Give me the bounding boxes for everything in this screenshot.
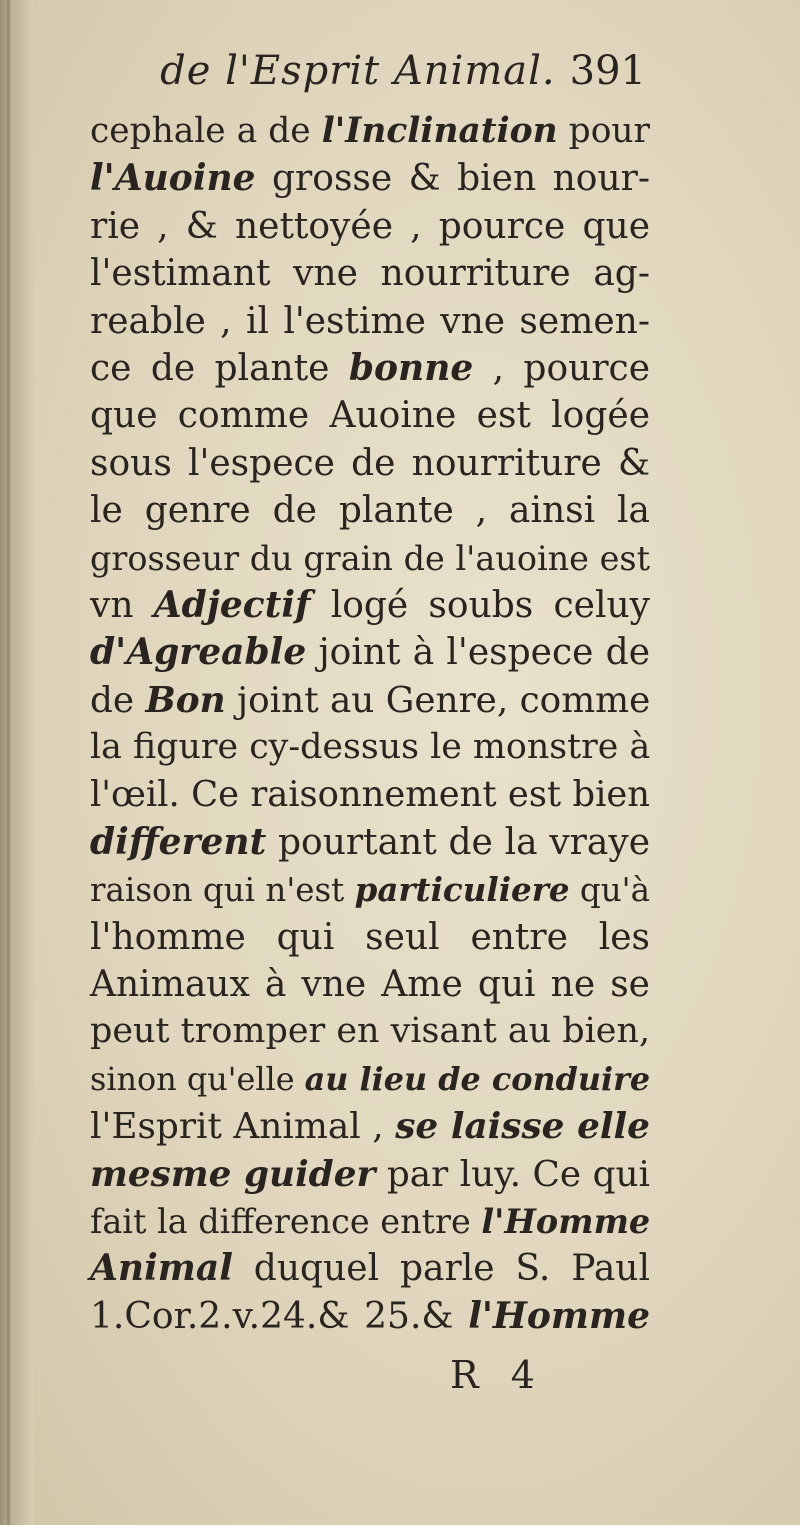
text-segment: peut tromper en visant au bien, [90,1011,651,1052]
text-segment: qu'à [569,871,651,910]
text-line [90,203,650,250]
text-segment: la figure cy-dessus le monstre à [90,727,651,768]
text-segment: sinon qu'elle [90,1059,305,1098]
italic-phrase: d'Agreable [90,631,307,674]
text-segment: joint au Genre, comme [225,679,651,721]
italic-phrase: l'Inclination [321,111,558,151]
text-segment: vn [90,584,154,626]
text-line [90,914,650,961]
text-segment: le genre de plante , ainsi la [90,490,650,532]
text-block [90,48,650,1340]
text-segment: , pource [473,347,650,389]
text-segment: que comme Auoine est logée [90,395,650,437]
text-segment: sous l'espece de nourriture & [90,442,650,484]
text-line [90,1293,650,1340]
text-segment: l'estimant vne nourriture ag- [90,253,650,295]
text-line [90,392,650,439]
text-line [90,1198,650,1245]
page-header [90,48,650,108]
signature-mark: R 4 [450,1353,545,1397]
text-segment: l'œil. Ce raisonnement est bien [90,774,650,816]
italic-phrase: au lieu de conduire [304,1059,651,1098]
italic-phrase: se laisse elle [395,1105,650,1148]
text-line [90,1056,650,1103]
text-line [90,866,650,913]
italic-phrase: different [90,820,267,863]
text-line [90,535,650,582]
text-line [90,487,650,534]
running-head: de l'Esprit Animal. [160,48,556,94]
text-line [90,961,650,1008]
text-segment: logé soubs celuy [310,584,650,626]
text-segment: rie , & nettoyée , pource que [90,205,650,247]
text-segment: ce de plante [90,347,349,389]
text-line [90,1103,650,1150]
text-line [90,819,650,866]
text-segment: joint à l'espece de [306,632,650,674]
text-line [90,1008,650,1055]
text-segment: reable , il l'estime vne semen- [90,300,650,342]
text-line [90,345,650,392]
text-line [90,629,650,676]
italic-phrase: Animal [90,1247,233,1290]
text-segment: grosse & bien nour- [255,158,650,200]
text-line [90,298,650,345]
italic-phrase: bonne [348,346,474,389]
text-segment: l'homme qui seul entre les [90,916,650,958]
text-segment: Animaux à vne Ame qui ne se [90,964,650,1006]
text-line [90,724,650,771]
body-text [90,108,650,1340]
text-segment: fait la difference entre [90,1201,482,1241]
text-line [90,677,650,724]
text-line [90,582,650,629]
text-line [90,440,650,487]
page-number: 391 [569,48,646,94]
text-segment: grosseur du grain de l'auoine est [90,538,650,578]
text-line [90,155,650,202]
italic-phrase: mesme guider [90,1152,376,1195]
text-line [90,771,650,818]
binding-gutter [0,0,34,1525]
text-segment: pourtant de la vraye [266,821,650,863]
italic-phrase: particuliere [354,870,570,910]
italic-phrase: l'Homme [481,1201,651,1241]
text-segment: raison qui n'est [90,871,355,910]
text-line [90,250,650,297]
italic-phrase: l'Auoine [90,157,256,200]
text-line [90,1151,650,1198]
text-segment: pour [557,111,650,151]
italic-phrase: Adjectif [153,583,311,626]
text-line [90,1245,650,1292]
text-segment: l'Esprit Animal , [90,1106,396,1148]
text-segment: cephale a de [90,111,322,151]
italic-phrase: Bon [145,678,226,721]
text-segment: 1.Cor.2.v.24.& 25.& [90,1295,469,1337]
text-segment: duquel parle S. Paul [232,1248,650,1290]
binding-edge [7,0,10,1525]
text-segment: de [90,679,146,721]
text-line [90,108,650,155]
text-segment: par luy. Ce qui [375,1153,650,1195]
italic-phrase: l'Homme [468,1294,650,1337]
